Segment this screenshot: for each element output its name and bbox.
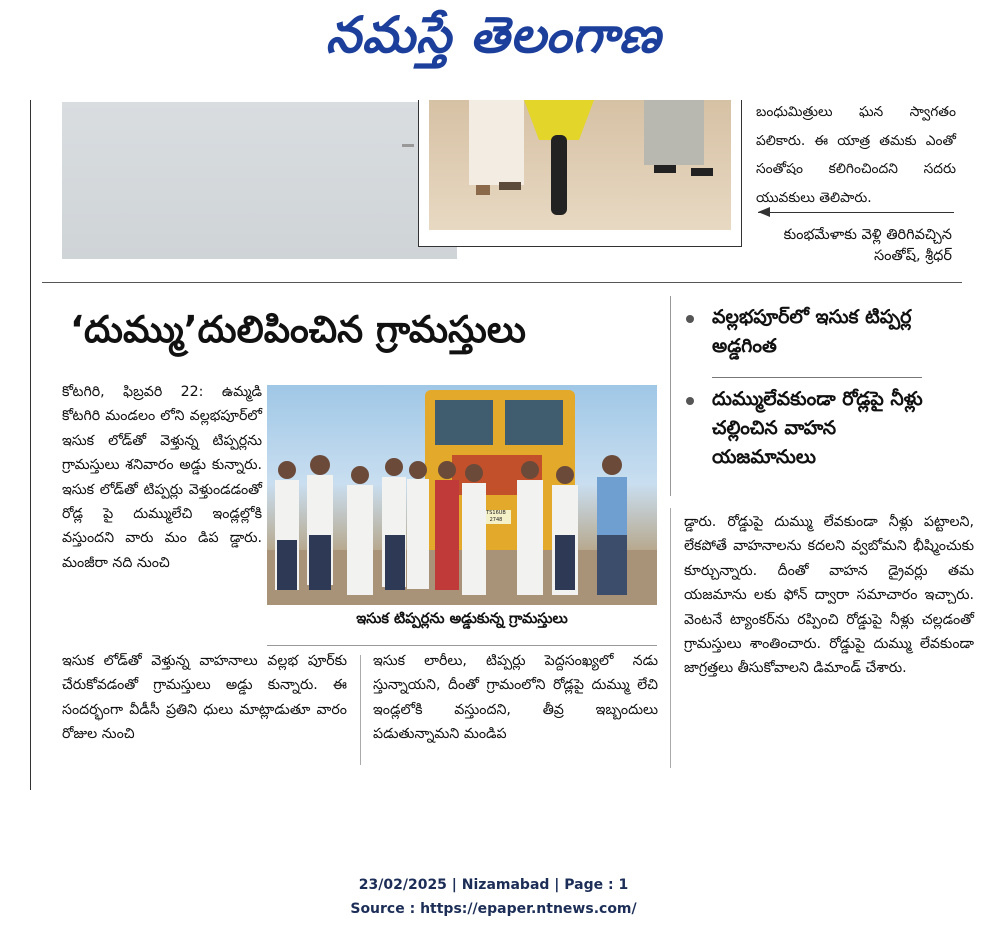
column-rule-1 — [360, 655, 361, 765]
bullet-item-1 — [686, 303, 926, 361]
footer-date-edition: 23/02/2025 | Nizamabad | Page : 1 — [358, 877, 629, 893]
bike-photo — [429, 100, 731, 230]
truck-number-plate: TS16UB 2748 — [486, 510, 506, 523]
top-left-photo — [62, 102, 457, 259]
top-photo-frame — [418, 100, 742, 247]
bullet-column-rule — [670, 296, 671, 496]
caption-arrow-icon — [758, 207, 770, 217]
article-column-3: డ్డారు. రోడ్డుపై దుమ్ము లేవకుండా నీళ్లు పట్టాలని, లేకపోతే వాహనాలను కదలని వ్వబోమని భీష్మించుకు కూర్చున్నారు. దీంతో వాహన డ్రైవర్లు తమ యజమాను లకు ఫోన్ ద్వారా సమాచారం ఇచ్చారు. వెంటనే ట్యాంకర్‌ను రప్పించి రోడ్డుపై నీళ్లు చల్లడంతో గ్రామస్తులు శాంతించారు. రోడ్డుపై దుమ్ము లేవకుండా జాగ్రత్తలు తీసుకోవాలని డిమాండ్ చేశారు. — [684, 514, 974, 677]
newspaper-masthead — [0, 0, 987, 80]
article-photo — [267, 385, 657, 605]
top-photo-caption: కుంభమేళాకు వెళ్లి తిరిగివచ్చిన సంతోష్, శ్రీధర్ — [783, 227, 952, 264]
top-story-text: బంధుమిత్రులు ఘన స్వాగతం పలికారు. ఈ యాత్ర తమకు ఎంతో సంతోషం కలిగించిందని సదరు యువకులు తెలిపారు. — [756, 104, 956, 206]
article-column-1-bottom: ఇసుక లోడ్‌తో వెళ్తున్న వాహనాలు వల్లభ పూర్‌కు చేరుకోవడంతో గ్రామస్తులు అడ్డు కున్నారు. ఈ సందర్భంగా వీడీసీ ప్రతిని ధులు మాట్లాడుతూ వారం రోజుల నుంచి — [62, 653, 347, 743]
article-photo-caption: ఇసుక టిప్పర్లను అడ్డుకున్న గ్రామస్తులు — [356, 611, 568, 627]
bullet-text-1: వల్లభపూర్‌లో ఇసుక టిప్పర్ల అడ్డగింత — [712, 306, 912, 357]
bullet-divider — [712, 377, 922, 378]
article-column-2-bottom: ఇసుక లారీలు, టిప్పర్లు పెద్దసంఖ్యలో నడు స్తున్నాయని, దీంతో గ్రామంలోని రోడ్లపై దుమ్ము లేచి ఇండ్లలోకి వస్తుందని, తీవ్ర ఇబ్బందులు పడుతున్నామని మండిప — [373, 653, 658, 743]
villagers-truck-illustration — [267, 385, 657, 605]
footer-source: Source : https://epaper.ntnews.com/ — [350, 901, 637, 917]
column-rule-2 — [670, 508, 671, 768]
caption-arrow-line — [758, 212, 954, 213]
section-divider — [42, 282, 962, 283]
bullet-dot-icon — [686, 397, 694, 405]
bike-photo-illustration — [429, 100, 731, 230]
bullet-item-2 — [686, 385, 926, 472]
article-column-1-top: కోటగిరి, ఫిబ్రవరి 22: ఉమ్మడి కోటగిరి మండలం లోని వల్లభపూర్‌లో ఇసుక లోడ్‌తో వెళ్తున్న టిప్పర్లను గ్రామస్తులు శనివారం అడ్డు కున్నారు. ఇసుక లోడ్‌తో టిప్పర్లు వెళ్తుండడంతో రోడ్ల పై దుమ్ములేచి ఇండ్లల్లోకి వస్తుందని వారు మం డిప డ్డారు. మంజీరా నది నుంచి — [62, 384, 262, 571]
bullet-text-2: దుమ్ములేవకుండా రోడ్లపై నీళ్లు చల్లించిన వాహన యజమానులు — [712, 388, 923, 468]
article-headline: ‘దుమ్ము’దులిపించిన గ్రామస్తులు — [70, 308, 526, 351]
masthead-title: నమస్తే తెలంగాణ — [325, 6, 662, 64]
photo-detail — [402, 144, 414, 147]
bullet-dot-icon — [686, 315, 694, 323]
caption-divider — [267, 645, 657, 646]
left-margin-rule — [30, 100, 31, 790]
